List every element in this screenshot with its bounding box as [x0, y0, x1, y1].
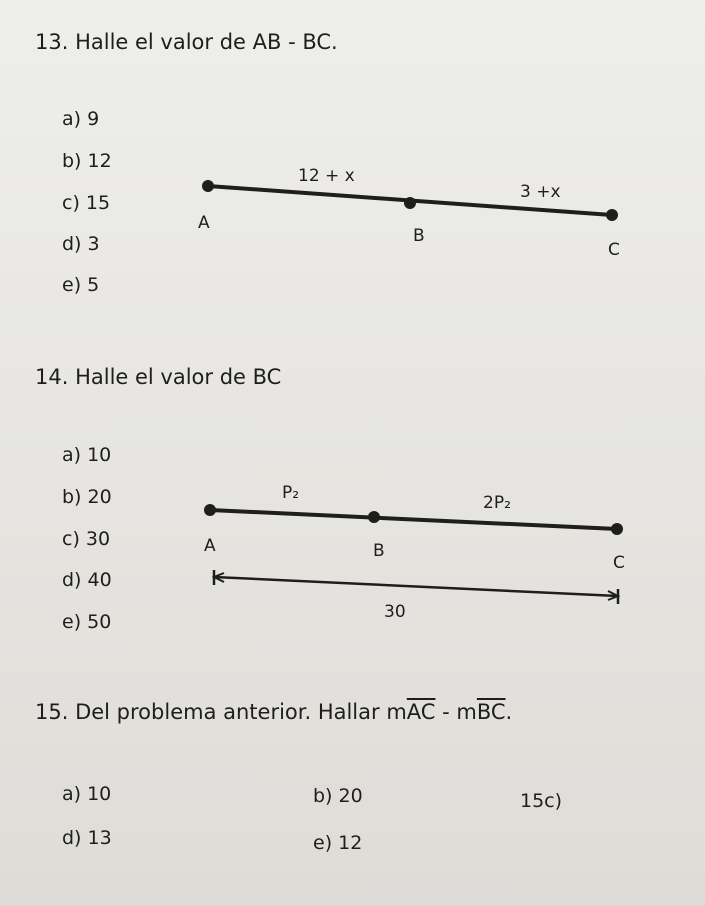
q15-segment-bc: $\overline{BC}$ — [476, 700, 506, 724]
q15-segment-ac: $\overline{AC}$ — [406, 700, 436, 724]
q14-option-a[interactable]: a) 10 — [62, 444, 112, 466]
q14-point-a-label: A — [204, 536, 216, 556]
q14-seg-ab-label: P₂ — [282, 483, 300, 503]
q13-point-b-label: B — [413, 226, 425, 246]
q15-option-c[interactable]: 15c) — [520, 790, 563, 812]
q13-point-a-label: A — [198, 213, 210, 233]
q13-option-b[interactable]: b) 12 — [62, 150, 112, 172]
q14-point-c-dot — [611, 523, 623, 535]
q15-option-d[interactable]: d) 13 — [62, 827, 112, 849]
q13-point-c-label: C — [608, 240, 620, 260]
q15-option-a[interactable]: a) 10 — [62, 783, 112, 805]
q13-option-e[interactable]: e) 5 — [62, 274, 100, 296]
q14-seg-bc-label: 2P₂ — [483, 493, 511, 513]
q14-point-b-dot — [368, 511, 380, 523]
q14-point-b-label: B — [373, 541, 385, 561]
q13-title: 13. Halle el valor de AB - BC. — [35, 30, 338, 54]
q14-point-c-label: C — [613, 553, 625, 573]
q14-option-c[interactable]: c) 30 — [62, 528, 111, 550]
q13-option-a[interactable]: a) 9 — [62, 108, 100, 130]
q15-title-prefix: 15. Del problema anterior. Hallar m — [35, 700, 407, 724]
q15-title — [35, 700, 512, 724]
q14-option-b[interactable]: b) 20 — [62, 486, 112, 508]
q14-point-a-dot — [204, 504, 216, 516]
q14-title: 14. Halle el valor de BC — [35, 365, 282, 389]
q14-total-length-label: 30 — [384, 602, 406, 622]
q14-option-e[interactable]: e) 50 — [62, 611, 112, 633]
q15-option-e[interactable]: e) 12 — [313, 832, 363, 854]
q14-line-ac — [210, 510, 617, 529]
q15-title-minus: - m — [435, 700, 477, 724]
q15-option-b[interactable]: b) 20 — [313, 785, 363, 807]
q14-dimension-line — [214, 577, 618, 596]
q14-option-d[interactable]: d) 40 — [62, 569, 112, 591]
q15-title-period: . — [505, 700, 513, 724]
q13-option-d[interactable]: d) 3 — [62, 233, 100, 255]
q13-seg-ab-label: 12 + x — [298, 166, 355, 186]
q13-option-c[interactable]: c) 15 — [62, 192, 111, 214]
q13-seg-bc-label: 3 +x — [520, 182, 561, 202]
